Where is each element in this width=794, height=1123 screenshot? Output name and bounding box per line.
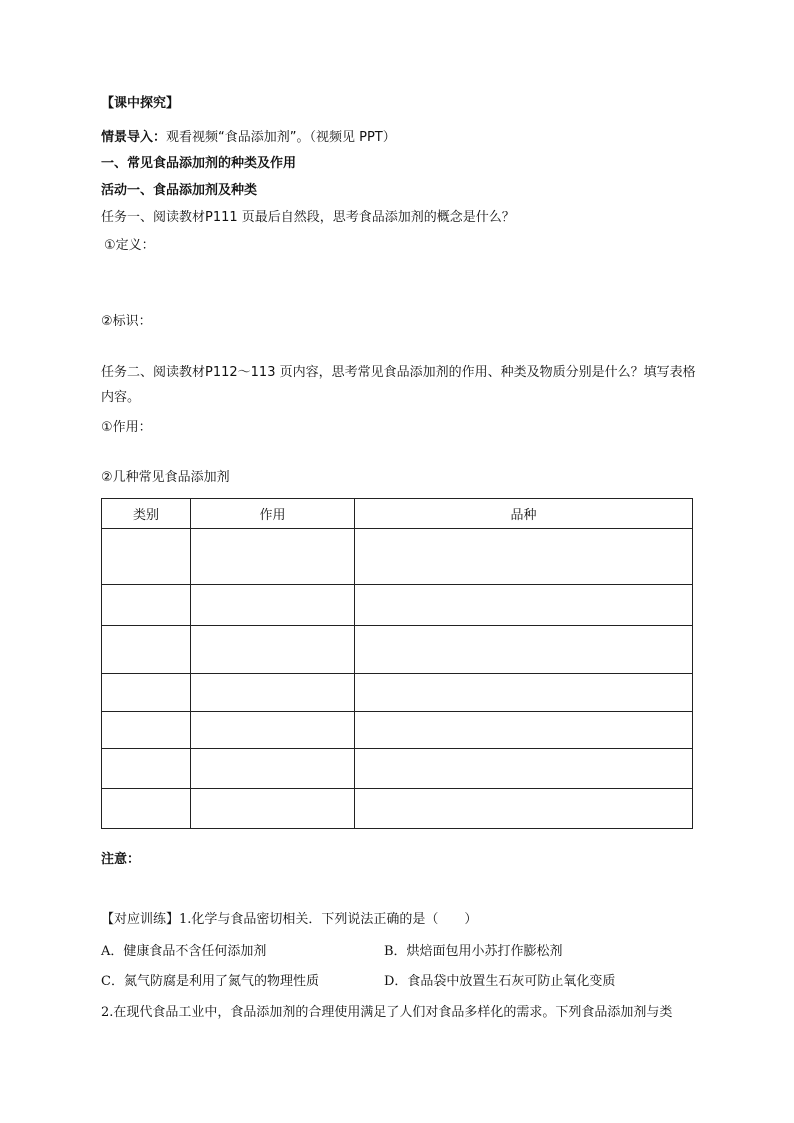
header-function: 作用 [191, 499, 355, 529]
note-label: 注意： [101, 852, 141, 867]
option-c: C．氮气防腐是利用了氮气的物理性质 [101, 974, 319, 989]
cell-function [191, 712, 355, 749]
table-row [102, 674, 693, 712]
effect-label: ①作用： [101, 420, 152, 435]
activity1-heading: 活动一、食品添加剂及种类 [101, 183, 258, 198]
q1-stem: 1.化学与食品密切相关．下列说法正确的是（ ） [179, 912, 478, 927]
table-header-row [102, 499, 693, 529]
cell-variety [355, 674, 693, 712]
cell-category [102, 712, 191, 749]
option-a: A．健康食品不含任何添加剂 [101, 944, 267, 959]
practice-prefix: 【对应训练】 [101, 912, 180, 927]
cell-function [191, 529, 355, 585]
cell-category [102, 585, 191, 626]
header-variety: 品种 [355, 499, 693, 529]
table-row [102, 585, 693, 626]
practice-q2: 2.在现代食品工业中，食品添加剂的合理使用满足了人们对食品多样化的需求。下列食品添加剂与类 [101, 1005, 673, 1020]
cell-variety [355, 789, 693, 829]
cell-variety [355, 585, 693, 626]
intro-text: 观看视频“食品添加剂”。（视频见 PPT） [166, 130, 396, 145]
option-d: D．食品袋中放置生石灰可防止氧化变质 [384, 974, 616, 989]
cell-variety [355, 749, 693, 789]
table-caption: ②几种常见食品添加剂 [101, 470, 230, 485]
section-heading: 【课中探究】 [101, 96, 180, 111]
cell-function [191, 674, 355, 712]
cell-category [102, 789, 191, 829]
cell-function [191, 749, 355, 789]
cell-function [191, 626, 355, 674]
table-row [102, 749, 693, 789]
part1-heading: 一、常见食品添加剂的种类及作用 [101, 156, 297, 171]
table-row [102, 626, 693, 674]
cell-category [102, 529, 191, 585]
cell-function [191, 789, 355, 829]
task1: 任务一、阅读教材P111 页最后自然段，思考食品添加剂的概念是什么？ [101, 210, 515, 225]
cell-function [191, 585, 355, 626]
table-row [102, 712, 693, 749]
cell-category [102, 626, 191, 674]
header-category: 类别 [102, 499, 191, 529]
mark-label: ②标识： [101, 314, 152, 329]
cell-variety [355, 712, 693, 749]
cell-variety [355, 626, 693, 674]
option-b: B．烘焙面包用小苏打作膨松剂 [384, 944, 563, 959]
cell-category [102, 749, 191, 789]
intro-label: 情景导入： [101, 130, 167, 145]
definition-label: ①定义： [104, 238, 155, 253]
task2-line2: 内容。 [101, 390, 141, 405]
cell-category [102, 674, 191, 712]
additives-table [101, 498, 693, 829]
task2-line1: 任务二、阅读教材P112～113 页内容，思考常见食品添加剂的作用、种类及物质分别是什么？填写表格 [101, 365, 696, 380]
cell-variety [355, 529, 693, 585]
intro-line [101, 130, 396, 146]
practice-q1 [101, 912, 477, 928]
table-row [102, 789, 693, 829]
table-row [102, 529, 693, 585]
